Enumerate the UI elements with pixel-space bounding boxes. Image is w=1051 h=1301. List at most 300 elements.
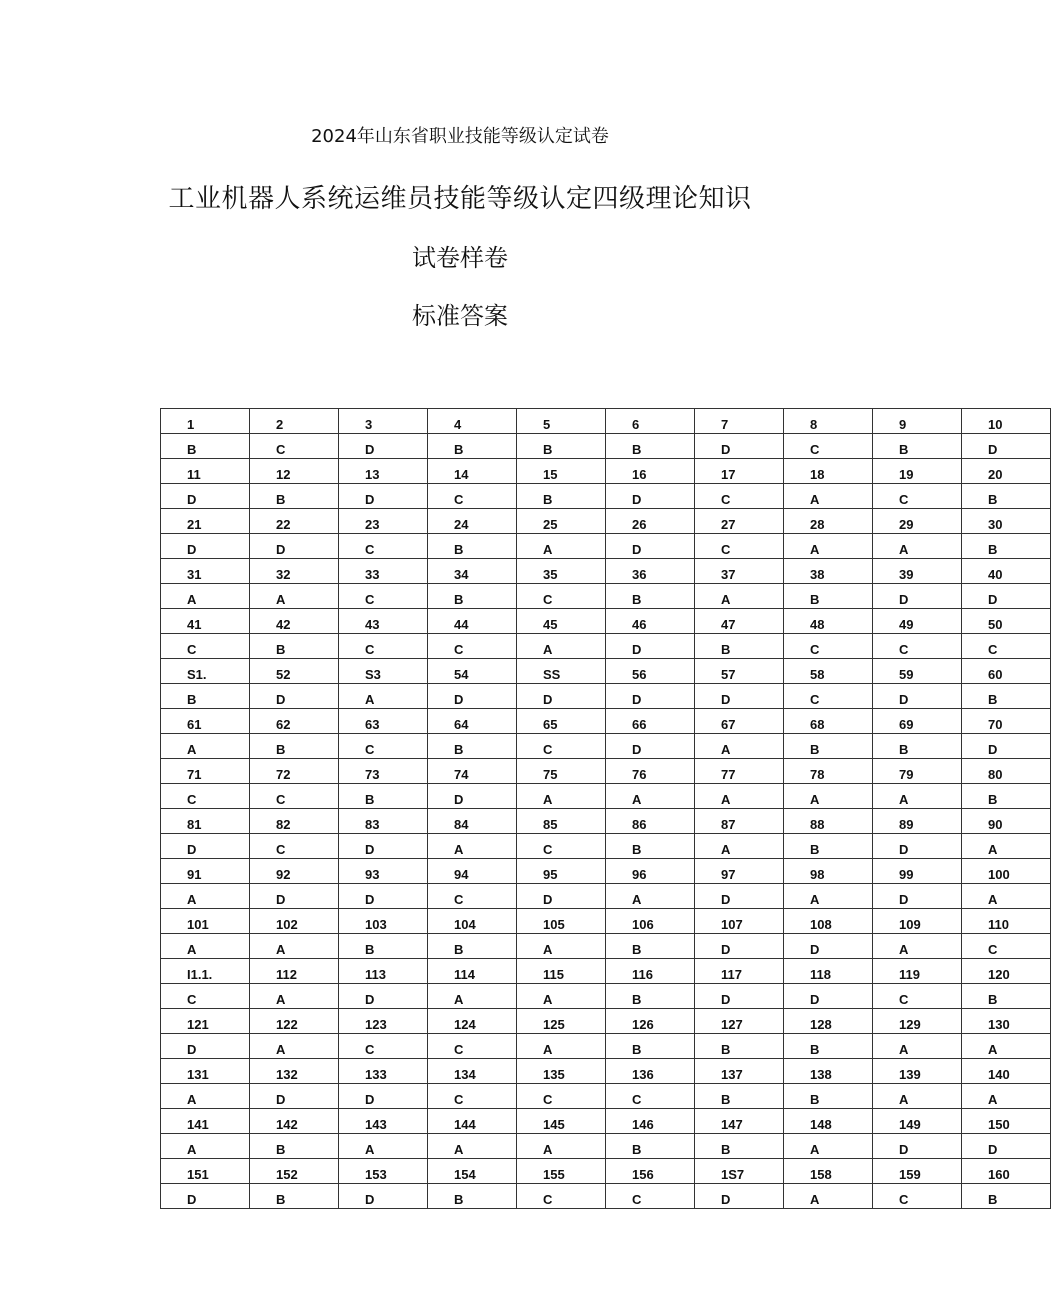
question-number: 76 — [632, 767, 647, 782]
question-number-cell — [962, 809, 1051, 834]
answer-row — [161, 1184, 1051, 1209]
answer-row — [161, 634, 1051, 659]
answer-letter: A — [187, 892, 197, 907]
answer-letter: D — [721, 1192, 731, 1207]
answer-cell — [784, 534, 873, 559]
answer-letter: B — [988, 692, 998, 707]
question-number: 82 — [276, 817, 291, 832]
question-number: 143 — [365, 1117, 387, 1132]
question-number: 125 — [543, 1017, 565, 1032]
question-number: 9 — [899, 417, 907, 432]
answer-cell — [161, 534, 250, 559]
answer-letter: B — [721, 642, 731, 657]
question-number-cell — [428, 659, 517, 684]
question-number: 62 — [276, 717, 291, 732]
answer-cell — [339, 934, 428, 959]
question-number-cell — [695, 609, 784, 634]
answer-letter: B — [721, 1042, 731, 1057]
answer-letter: B — [632, 1142, 642, 1157]
answer-letter: C — [365, 742, 375, 757]
question-number: 128 — [810, 1017, 832, 1032]
answer-letter: D — [632, 642, 642, 657]
answer-cell — [517, 784, 606, 809]
question-number: 96 — [632, 867, 647, 882]
answer-cell — [517, 1084, 606, 1109]
question-number: 66 — [632, 717, 647, 732]
answer-cell — [250, 784, 339, 809]
answer-cell — [339, 484, 428, 509]
question-number: 160 — [988, 1167, 1010, 1182]
question-number: 65 — [543, 717, 558, 732]
answer-cell — [161, 684, 250, 709]
answer-letter: D — [543, 892, 553, 907]
question-number-cell — [339, 909, 428, 934]
answer-row — [161, 1134, 1051, 1159]
answer-letter: B — [187, 692, 197, 707]
answer-letter: A — [721, 742, 731, 757]
question-number: 122 — [276, 1017, 298, 1032]
question-number: 126 — [632, 1017, 654, 1032]
question-number: 15 — [543, 467, 558, 482]
answer-cell — [695, 534, 784, 559]
question-number-cell — [250, 1059, 339, 1084]
question-number: 47 — [721, 617, 736, 632]
answer-letter: A — [276, 992, 286, 1007]
answer-row — [161, 484, 1051, 509]
question-number-cell — [962, 609, 1051, 634]
question-number: 74 — [454, 767, 469, 782]
answer-letter: B — [276, 1142, 286, 1157]
answer-cell — [873, 434, 962, 459]
question-number-cell — [428, 1109, 517, 1134]
question-number: 146 — [632, 1117, 654, 1132]
answer-cell — [873, 1084, 962, 1109]
answer-letter: A — [543, 792, 553, 807]
question-number: 149 — [899, 1117, 921, 1132]
answer-cell — [873, 634, 962, 659]
question-number-cell — [250, 1009, 339, 1034]
answer-letter: D — [276, 892, 286, 907]
question-number-cell — [250, 459, 339, 484]
question-number: 119 — [899, 967, 920, 982]
question-number: 105 — [543, 917, 565, 932]
answer-letter: A — [187, 1092, 197, 1107]
answer-cell — [250, 934, 339, 959]
question-number-cell — [339, 609, 428, 634]
question-number-cell — [962, 1059, 1051, 1084]
answer-cell — [339, 1134, 428, 1159]
answer-letter: B — [276, 1192, 286, 1207]
answer-letter: D — [721, 942, 731, 957]
question-number-cell — [606, 659, 695, 684]
answer-cell — [695, 1184, 784, 1209]
question-number-cell — [873, 509, 962, 534]
answer-cell — [161, 484, 250, 509]
answer-cell — [161, 634, 250, 659]
answer-letter: D — [721, 692, 731, 707]
answer-cell — [873, 834, 962, 859]
answer-letter: B — [632, 1042, 642, 1057]
question-number-cell — [606, 759, 695, 784]
question-number-cell — [161, 609, 250, 634]
question-number-cell — [428, 809, 517, 834]
question-number-cell — [784, 1159, 873, 1184]
answer-letter: B — [454, 742, 464, 757]
answer-letter: D — [187, 492, 197, 507]
answer-letter: D — [543, 692, 553, 707]
question-number-row — [161, 559, 1051, 584]
question-number: 50 — [988, 617, 1003, 632]
question-number-cell — [784, 959, 873, 984]
question-number: 117 — [721, 967, 742, 982]
question-number: 59 — [899, 667, 914, 682]
question-number: 26 — [632, 517, 647, 532]
answer-cell — [695, 734, 784, 759]
question-number-cell — [695, 909, 784, 934]
answer-cell — [517, 1184, 606, 1209]
answer-cell — [161, 1184, 250, 1209]
question-number-cell — [250, 409, 339, 434]
question-number: 1S7 — [721, 1167, 745, 1182]
question-number-cell — [962, 659, 1051, 684]
question-number: 100 — [988, 867, 1010, 882]
question-number-cell — [428, 909, 517, 934]
question-number-cell — [873, 759, 962, 784]
answer-cell — [517, 984, 606, 1009]
answer-cell — [250, 434, 339, 459]
answer-letter: A — [276, 1042, 286, 1057]
answer-cell — [250, 684, 339, 709]
answer-cell — [428, 434, 517, 459]
question-number-cell — [339, 709, 428, 734]
question-number-cell — [695, 659, 784, 684]
question-number-cell — [517, 1159, 606, 1184]
answer-letter: C — [365, 592, 375, 607]
answer-cell — [695, 1084, 784, 1109]
answer-cell — [695, 984, 784, 1009]
document-subtitle: 2024年山东省职业技能等级认定试卷 — [311, 126, 609, 147]
answer-letter: D — [276, 692, 286, 707]
question-number-cell — [695, 959, 784, 984]
answer-cell — [517, 484, 606, 509]
question-number-row — [161, 909, 1051, 934]
question-number: 103 — [365, 917, 387, 932]
question-number-cell — [339, 659, 428, 684]
answer-letter: B — [632, 992, 642, 1007]
answer-cell — [428, 1034, 517, 1059]
question-number-cell — [161, 709, 250, 734]
question-number-cell — [517, 1059, 606, 1084]
answer-cell — [784, 734, 873, 759]
question-number: 130 — [988, 1017, 1010, 1032]
question-number-cell — [339, 409, 428, 434]
question-number-cell — [428, 459, 517, 484]
answer-cell — [873, 884, 962, 909]
question-number: 120 — [988, 967, 1010, 982]
question-number: 113 — [365, 967, 386, 982]
question-number: 145 — [543, 1117, 565, 1132]
question-number: 30 — [988, 517, 1003, 532]
answer-cell — [428, 684, 517, 709]
answer-letter: D — [454, 692, 464, 707]
answer-letter: B — [187, 442, 197, 457]
question-number: 131 — [187, 1067, 209, 1082]
answer-cell — [339, 784, 428, 809]
question-number: 77 — [721, 767, 736, 782]
answer-cell — [606, 684, 695, 709]
answer-letter: B — [632, 842, 642, 857]
question-number: 38 — [810, 567, 825, 582]
answer-cell — [962, 1084, 1051, 1109]
question-number: 56 — [632, 667, 647, 682]
answer-cell — [695, 884, 784, 909]
question-number: 85 — [543, 817, 558, 832]
question-number-cell — [695, 759, 784, 784]
question-number: 132 — [276, 1067, 298, 1082]
question-number: 18 — [810, 467, 825, 482]
answer-cell — [606, 434, 695, 459]
answer-cell — [962, 584, 1051, 609]
question-number: 25 — [543, 517, 558, 532]
answer-letter: D — [988, 592, 998, 607]
question-number: 13 — [365, 467, 380, 482]
answer-cell — [161, 1084, 250, 1109]
answer-cell — [250, 984, 339, 1009]
answer-letter: D — [187, 542, 197, 557]
question-number-cell — [695, 509, 784, 534]
question-number-cell — [161, 909, 250, 934]
question-number: 118 — [810, 967, 831, 982]
question-number: 140 — [988, 1067, 1010, 1082]
question-number-cell — [695, 1009, 784, 1034]
answer-letter: C — [543, 742, 553, 757]
answer-cell — [428, 584, 517, 609]
question-number-cell — [250, 1159, 339, 1184]
question-number: 34 — [454, 567, 469, 582]
answer-cell — [784, 784, 873, 809]
answer-row — [161, 1034, 1051, 1059]
question-number-cell — [784, 459, 873, 484]
answer-letter: D — [454, 792, 464, 807]
answer-cell — [962, 884, 1051, 909]
question-number: 72 — [276, 767, 291, 782]
question-number-cell — [161, 1009, 250, 1034]
answer-letter: C — [810, 692, 820, 707]
question-number-cell — [695, 859, 784, 884]
question-number: 64 — [454, 717, 469, 732]
question-number: 8 — [810, 417, 818, 432]
answer-letter: B — [721, 1092, 731, 1107]
answer-letter: B — [276, 642, 286, 657]
question-number: 39 — [899, 567, 914, 582]
question-number: 106 — [632, 917, 654, 932]
question-number-row — [161, 409, 1051, 434]
answer-cell — [250, 1134, 339, 1159]
answer-cell — [606, 584, 695, 609]
answer-letter: C — [899, 992, 909, 1007]
answer-letter: D — [365, 1092, 375, 1107]
answer-cell — [339, 634, 428, 659]
answer-cell — [873, 1034, 962, 1059]
question-number: 5 — [543, 417, 551, 432]
answer-cell — [428, 1184, 517, 1209]
question-number-cell — [517, 609, 606, 634]
answer-cell — [428, 934, 517, 959]
answer-cell — [339, 1084, 428, 1109]
answer-letter: A — [187, 592, 197, 607]
answer-cell — [606, 484, 695, 509]
question-number-cell — [784, 809, 873, 834]
answer-cell — [250, 834, 339, 859]
question-number: 102 — [276, 917, 298, 932]
question-number-cell — [873, 809, 962, 834]
answer-cell — [784, 684, 873, 709]
question-number: 101 — [187, 917, 209, 932]
answer-letter: D — [899, 892, 909, 907]
answer-cell — [250, 584, 339, 609]
question-number: S1. — [187, 667, 207, 682]
answer-row — [161, 734, 1051, 759]
answer-letter: D — [365, 492, 375, 507]
answer-letter: A — [899, 942, 909, 957]
answer-cell — [339, 584, 428, 609]
answer-letter: D — [632, 542, 642, 557]
answer-cell — [161, 834, 250, 859]
question-number-row — [161, 1009, 1051, 1034]
answer-letter: D — [810, 992, 820, 1007]
question-number: 155 — [543, 1167, 565, 1182]
question-number-cell — [873, 559, 962, 584]
question-number-cell — [161, 459, 250, 484]
question-number-cell — [606, 459, 695, 484]
question-number: 83 — [365, 817, 380, 832]
question-number: 48 — [810, 617, 825, 632]
answer-cell — [517, 1034, 606, 1059]
answer-cell — [161, 984, 250, 1009]
question-number-cell — [161, 659, 250, 684]
question-number: 63 — [365, 717, 380, 732]
question-number-cell — [695, 809, 784, 834]
answer-letter: C — [187, 792, 197, 807]
answer-row — [161, 584, 1051, 609]
answer-letter: A — [899, 1092, 909, 1107]
answer-cell — [784, 984, 873, 1009]
question-number: 134 — [454, 1067, 476, 1082]
question-number-cell — [517, 759, 606, 784]
question-number: 22 — [276, 517, 291, 532]
answer-letter: D — [632, 742, 642, 757]
answer-cell — [339, 534, 428, 559]
question-number: 89 — [899, 817, 914, 832]
question-number-cell — [250, 1109, 339, 1134]
question-number: 156 — [632, 1167, 654, 1182]
answer-cell — [784, 934, 873, 959]
answer-letter: B — [810, 742, 820, 757]
question-number-cell — [250, 909, 339, 934]
question-number: 116 — [632, 967, 653, 982]
answer-cell — [250, 634, 339, 659]
answer-cell — [695, 934, 784, 959]
question-number-cell — [962, 459, 1051, 484]
answer-cell — [428, 484, 517, 509]
answer-letter: C — [365, 642, 375, 657]
question-number: 123 — [365, 1017, 387, 1032]
answer-cell — [962, 1134, 1051, 1159]
question-number: 151 — [187, 1167, 209, 1182]
answer-cell — [784, 1084, 873, 1109]
question-number-cell — [517, 659, 606, 684]
answer-letter: B — [632, 592, 642, 607]
question-number-cell — [784, 759, 873, 784]
question-number: 7 — [721, 417, 729, 432]
answer-letter: B — [988, 492, 998, 507]
question-number: 136 — [632, 1067, 654, 1082]
answer-cell — [695, 784, 784, 809]
answer-cell — [517, 884, 606, 909]
question-number: 142 — [276, 1117, 298, 1132]
question-number: 54 — [454, 667, 469, 682]
answer-letter: A — [988, 1092, 998, 1107]
question-number-cell — [784, 659, 873, 684]
question-number: 98 — [810, 867, 825, 882]
answer-letter: C — [988, 942, 998, 957]
question-number: 80 — [988, 767, 1003, 782]
question-number: 115 — [543, 967, 564, 982]
question-number: 57 — [721, 667, 736, 682]
question-number: 23 — [365, 517, 380, 532]
answer-cell — [962, 634, 1051, 659]
answer-letter: B — [365, 942, 375, 957]
question-number: 6 — [632, 417, 640, 432]
question-number: 84 — [454, 817, 469, 832]
answer-cell — [250, 884, 339, 909]
answer-cell — [695, 1034, 784, 1059]
answer-cell — [962, 834, 1051, 859]
answer-cell — [873, 1184, 962, 1209]
question-number-cell — [161, 1159, 250, 1184]
answer-letter: A — [543, 992, 553, 1007]
question-number: 69 — [899, 717, 914, 732]
document-title-line3: 标准答案 — [412, 302, 508, 330]
answer-cell — [784, 1134, 873, 1159]
answer-row — [161, 1084, 1051, 1109]
question-number-cell — [517, 809, 606, 834]
answer-cell — [606, 1134, 695, 1159]
answer-letter: B — [454, 442, 464, 457]
question-number: 10 — [988, 417, 1003, 432]
question-number-cell — [339, 509, 428, 534]
answer-letter: A — [454, 1142, 464, 1157]
question-number: 17 — [721, 467, 736, 482]
question-number-cell — [428, 409, 517, 434]
answer-letter: D — [988, 442, 998, 457]
answer-row — [161, 884, 1051, 909]
question-number-cell — [606, 809, 695, 834]
answer-cell — [873, 484, 962, 509]
question-number-cell — [161, 959, 250, 984]
answer-letter: C — [543, 842, 553, 857]
answer-letter: C — [365, 542, 375, 557]
question-number: 81 — [187, 817, 202, 832]
answer-cell — [695, 584, 784, 609]
answer-letter: A — [988, 892, 998, 907]
answer-cell — [517, 1134, 606, 1159]
answer-letter: B — [810, 1092, 820, 1107]
answer-letter: C — [721, 492, 731, 507]
question-number: 29 — [899, 517, 914, 532]
question-number-cell — [161, 859, 250, 884]
question-number-cell — [695, 1159, 784, 1184]
